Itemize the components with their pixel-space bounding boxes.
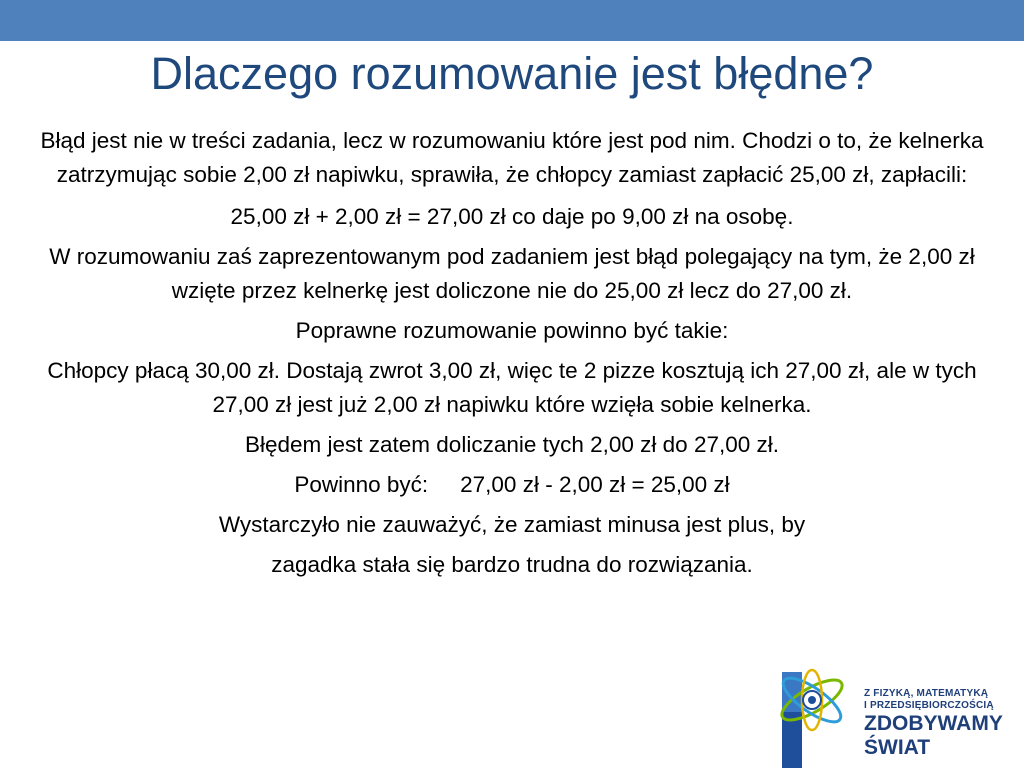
logo-line-2: I PRZEDSIĘBIORCZOŚCIĄ <box>864 700 994 711</box>
atom-logo-icon <box>772 650 864 768</box>
should-be-label: Powinno być: <box>294 472 429 497</box>
top-bar <box>0 0 1024 41</box>
closing-line-2: zagadka stała się bardzo trudna do rozwiązania. <box>271 552 753 577</box>
slide-body <box>30 124 994 588</box>
should-be-equation: 27,00 zł - 2,00 zł = 25,00 zł <box>460 472 730 497</box>
paragraph-correct-reasoning: Chłopcy płacą 30,00 zł. Dostają zwrot 3,00 zł, więc te 2 pizze kosztują ich 27,00 zł, ale w tych 27,00 zł jest już 2,00 zł napiwku które wzięła sobie kelnerka. <box>47 358 977 417</box>
logo-line-3: ZDOBYWAMY <box>864 712 1003 735</box>
paragraph-error-explanation: Błąd jest nie w treści zadania, lecz w rozumowaniu które jest pod nim. Chodzi o to, że kelnerka zatrzymując sobie 2,00 zł napiwku, sprawiła, że chłopcy zamiast zapłacić 25,00 zł, zapłacili: <box>40 128 984 187</box>
paragraph-should-be <box>30 468 994 502</box>
closing-line-1: Wystarczyło nie zauważyć, że zamiast minusa jest plus, by <box>218 512 806 537</box>
paragraph-correct-intro: Poprawne rozumowanie powinno być takie: <box>295 318 729 343</box>
project-logo <box>772 650 1024 768</box>
paragraph-reasoning-flaw: W rozumowaniu zaś zaprezentowanym pod zadaniem jest błąd polegający na tym, że 2,00 zł wzięte przez kelnerkę jest doliczone nie do 25,00 zł lecz do 27,00 zł. <box>49 244 975 303</box>
paragraph-sum-equation: 25,00 zł + 2,00 zł = 27,00 zł co daje po 9,00 zł na osobę. <box>230 204 794 229</box>
logo-line-1: Z FIZYKĄ, MATEMATYKĄ <box>864 688 989 699</box>
logo-line-4: ŚWIAT <box>864 736 931 759</box>
paragraph-error-conclusion: Błędem jest zatem doliczanie tych 2,00 zł do 27,00 zł. <box>244 432 780 457</box>
slide-title: Dlaczego rozumowanie jest błędne? <box>150 48 874 99</box>
